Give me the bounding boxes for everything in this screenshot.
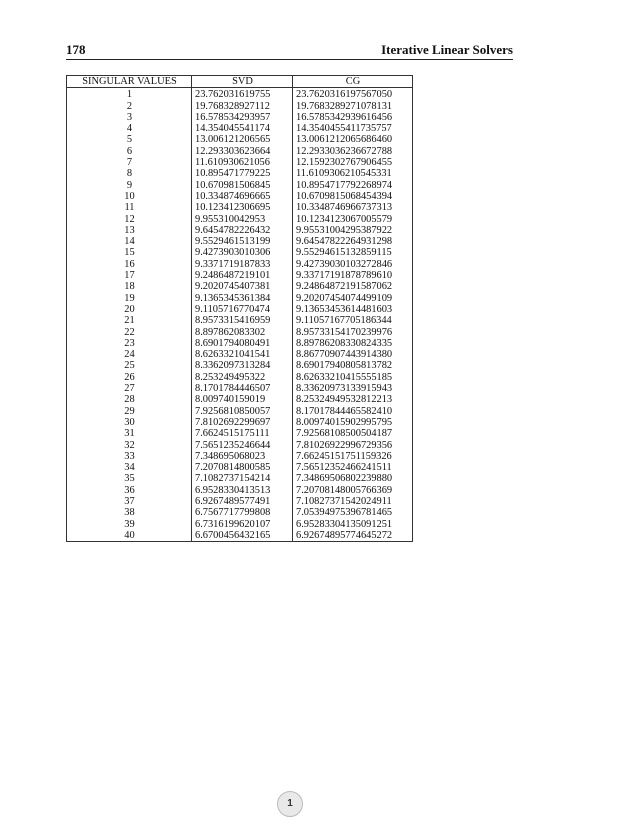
- cell-cg: 16.5785342939616456: [293, 112, 413, 123]
- cell-index: 36: [67, 485, 192, 496]
- cell-svd: 7.8102692299697: [192, 417, 293, 428]
- cell-index: 22: [67, 327, 192, 338]
- table-row: [67, 146, 413, 157]
- table-row: [67, 134, 413, 145]
- cell-cg: 7.92568108500504187: [293, 428, 413, 439]
- cell-cg: 10.8954717792268974: [293, 180, 413, 191]
- table-row: [67, 462, 413, 473]
- cell-svd: 10.123412306695: [192, 202, 293, 213]
- cell-cg: 9.20207454074499109: [293, 293, 413, 304]
- cell-index: 37: [67, 496, 192, 507]
- table-row: [67, 530, 413, 542]
- cell-cg: 12.2933036236672788: [293, 146, 413, 157]
- table-row: [67, 214, 413, 225]
- cell-cg: 8.00974015902995795: [293, 417, 413, 428]
- cell-cg: 8.25324949532812213: [293, 394, 413, 405]
- cell-cg: 9.11057167705186344: [293, 315, 413, 326]
- cell-svd: 8.6901794080491: [192, 338, 293, 349]
- cell-cg: 9.95531004295387922: [293, 225, 413, 236]
- cell-index: 21: [67, 315, 192, 326]
- cell-svd: 9.2486487219101: [192, 270, 293, 281]
- cell-svd: 9.955310042953: [192, 214, 293, 225]
- cell-cg: 9.55294615132859115: [293, 247, 413, 258]
- cell-index: 15: [67, 247, 192, 258]
- cell-cg: 6.95283304135091251: [293, 519, 413, 530]
- chapter-title: Iterative Linear Solvers: [381, 42, 513, 57]
- cell-svd: 6.9528330413513: [192, 485, 293, 496]
- cell-cg: 8.17017844465582410: [293, 406, 413, 417]
- table-row: [67, 440, 413, 451]
- table-row: [67, 327, 413, 338]
- running-header: [66, 42, 513, 60]
- page-number: 178: [66, 42, 86, 57]
- cell-svd: 16.578534293957: [192, 112, 293, 123]
- cell-svd: 9.2020745407381: [192, 281, 293, 292]
- table-row: [67, 383, 413, 394]
- cell-svd: 7.5651235246644: [192, 440, 293, 451]
- table-row: [67, 304, 413, 315]
- table-row: [67, 88, 413, 101]
- cell-svd: 6.7316199620107: [192, 519, 293, 530]
- cell-index: 30: [67, 417, 192, 428]
- cell-index: 6: [67, 146, 192, 157]
- table-row: [67, 519, 413, 530]
- cell-index: 9: [67, 180, 192, 191]
- cell-cg: 7.10827371542024911: [293, 496, 413, 507]
- cell-index: 1: [67, 88, 192, 101]
- table-row: [67, 225, 413, 236]
- cell-index: 38: [67, 507, 192, 518]
- cell-svd: 23.762031619755: [192, 88, 293, 101]
- cell-index: 29: [67, 406, 192, 417]
- table-row: [67, 406, 413, 417]
- cell-index: 10: [67, 191, 192, 202]
- cell-index: 33: [67, 451, 192, 462]
- table-row: [67, 191, 413, 202]
- page-badge: 1: [277, 791, 303, 817]
- cell-index: 31: [67, 428, 192, 439]
- table-row: [67, 101, 413, 112]
- table-row: [67, 349, 413, 360]
- cell-svd: 7.9256810850057: [192, 406, 293, 417]
- cell-svd: 9.6454782226432: [192, 225, 293, 236]
- cell-index: 11: [67, 202, 192, 213]
- cell-svd: 9.1365345361384: [192, 293, 293, 304]
- cell-index: 13: [67, 225, 192, 236]
- cell-cg: 7.20708148005766369: [293, 485, 413, 496]
- column-header-svd: SVD: [192, 76, 293, 88]
- cell-cg: 12.1592302767906455: [293, 157, 413, 168]
- cell-cg: 6.92674895774645272: [293, 530, 413, 542]
- table-row: [67, 496, 413, 507]
- cell-cg: 23.7620316197567050: [293, 88, 413, 101]
- cell-svd: 8.6263321041541: [192, 349, 293, 360]
- cell-svd: 8.253249495322: [192, 372, 293, 383]
- cell-cg: 8.69017940805813782: [293, 360, 413, 371]
- cell-cg: 9.13653453614481603: [293, 304, 413, 315]
- cell-svd: 9.5529461513199: [192, 236, 293, 247]
- cell-svd: 9.3371719187833: [192, 259, 293, 270]
- cell-cg: 8.95733154170239976: [293, 327, 413, 338]
- cell-cg: 10.3348746966737313: [293, 202, 413, 213]
- table-row: [67, 281, 413, 292]
- cell-cg: 7.56512352466241511: [293, 462, 413, 473]
- table-row: [67, 507, 413, 518]
- cell-index: 19: [67, 293, 192, 304]
- table-row: [67, 417, 413, 428]
- cell-svd: 7.348695068023: [192, 451, 293, 462]
- cell-cg: 9.24864872191587062: [293, 281, 413, 292]
- cell-index: 14: [67, 236, 192, 247]
- cell-index: 20: [67, 304, 192, 315]
- cell-index: 17: [67, 270, 192, 281]
- singular-values-table: [66, 75, 413, 542]
- table-row: [67, 293, 413, 304]
- cell-index: 7: [67, 157, 192, 168]
- table-row: [67, 451, 413, 462]
- cell-index: 35: [67, 473, 192, 484]
- cell-svd: 6.9267489577491: [192, 496, 293, 507]
- cell-index: 3: [67, 112, 192, 123]
- cell-cg: 11.6109306210545331: [293, 168, 413, 179]
- table-row: [67, 202, 413, 213]
- cell-svd: 8.1701784446507: [192, 383, 293, 394]
- cell-index: 34: [67, 462, 192, 473]
- table-row: [67, 259, 413, 270]
- table-row: [67, 247, 413, 258]
- cell-svd: 9.4273903010306: [192, 247, 293, 258]
- cell-cg: 9.64547822264931298: [293, 236, 413, 247]
- cell-svd: 10.670981506845: [192, 180, 293, 191]
- table-row: [67, 428, 413, 439]
- cell-svd: 19.768328927112: [192, 101, 293, 112]
- cell-index: 24: [67, 349, 192, 360]
- cell-svd: 8.009740159019: [192, 394, 293, 405]
- cell-svd: 7.2070814800585: [192, 462, 293, 473]
- cell-svd: 10.334874696665: [192, 191, 293, 202]
- header-rule: [66, 59, 513, 60]
- cell-index: 5: [67, 134, 192, 145]
- table-row: [67, 168, 413, 179]
- cell-cg: 8.89786208330824335: [293, 338, 413, 349]
- cell-index: 32: [67, 440, 192, 451]
- cell-cg: 13.0061212065686460: [293, 134, 413, 145]
- table-row: [67, 236, 413, 247]
- table-row: [67, 112, 413, 123]
- table-row: [67, 315, 413, 326]
- cell-cg: 14.3540455411735757: [293, 123, 413, 134]
- cell-svd: 7.1082737154214: [192, 473, 293, 484]
- cell-cg: 8.33620973133915943: [293, 383, 413, 394]
- table-row: [67, 270, 413, 281]
- column-header-singular-values: SINGULAR VALUES: [67, 76, 192, 88]
- cell-index: 8: [67, 168, 192, 179]
- cell-svd: 8.9573315416959: [192, 315, 293, 326]
- cell-svd: 6.6700456432165: [192, 530, 293, 542]
- cell-svd: 12.293303623664: [192, 146, 293, 157]
- column-header-cg: CG: [293, 76, 413, 88]
- table-row: [67, 123, 413, 134]
- table-body: [67, 88, 413, 542]
- cell-svd: 8.3362097313284: [192, 360, 293, 371]
- table-row: [67, 372, 413, 383]
- table-row: [67, 485, 413, 496]
- cell-cg: 7.66245151751159326: [293, 451, 413, 462]
- cell-index: 40: [67, 530, 192, 542]
- cell-cg: 7.81026922996729356: [293, 440, 413, 451]
- cell-index: 12: [67, 214, 192, 225]
- cell-svd: 14.354045541174: [192, 123, 293, 134]
- cell-index: 26: [67, 372, 192, 383]
- cell-cg: 8.62633210415555185: [293, 372, 413, 383]
- cell-svd: 7.6624515175111: [192, 428, 293, 439]
- cell-svd: 6.7567717799808: [192, 507, 293, 518]
- table-row: [67, 157, 413, 168]
- cell-cg: 7.05394975396781465: [293, 507, 413, 518]
- cell-index: 4: [67, 123, 192, 134]
- cell-cg: 19.7683289271078131: [293, 101, 413, 112]
- cell-index: 39: [67, 519, 192, 530]
- cell-index: 2: [67, 101, 192, 112]
- cell-index: 23: [67, 338, 192, 349]
- table-header-row: [67, 76, 413, 88]
- cell-index: 25: [67, 360, 192, 371]
- cell-index: 18: [67, 281, 192, 292]
- table-row: [67, 473, 413, 484]
- cell-cg: 7.34869506802239880: [293, 473, 413, 484]
- cell-index: 27: [67, 383, 192, 394]
- cell-cg: 8.86770907443914380: [293, 349, 413, 360]
- table-row: [67, 360, 413, 371]
- table-row: [67, 338, 413, 349]
- cell-index: 16: [67, 259, 192, 270]
- cell-svd: 9.1105716770474: [192, 304, 293, 315]
- cell-svd: 11.610930621056: [192, 157, 293, 168]
- cell-cg: 9.42739030103272846: [293, 259, 413, 270]
- cell-svd: 8.897862083302: [192, 327, 293, 338]
- table-row: [67, 394, 413, 405]
- cell-svd: 10.895471779225: [192, 168, 293, 179]
- cell-svd: 13.006121206565: [192, 134, 293, 145]
- cell-cg: 10.1234123067005579: [293, 214, 413, 225]
- cell-index: 28: [67, 394, 192, 405]
- table-row: [67, 180, 413, 191]
- cell-cg: 9.33717191878789610: [293, 270, 413, 281]
- cell-cg: 10.6709815068454394: [293, 191, 413, 202]
